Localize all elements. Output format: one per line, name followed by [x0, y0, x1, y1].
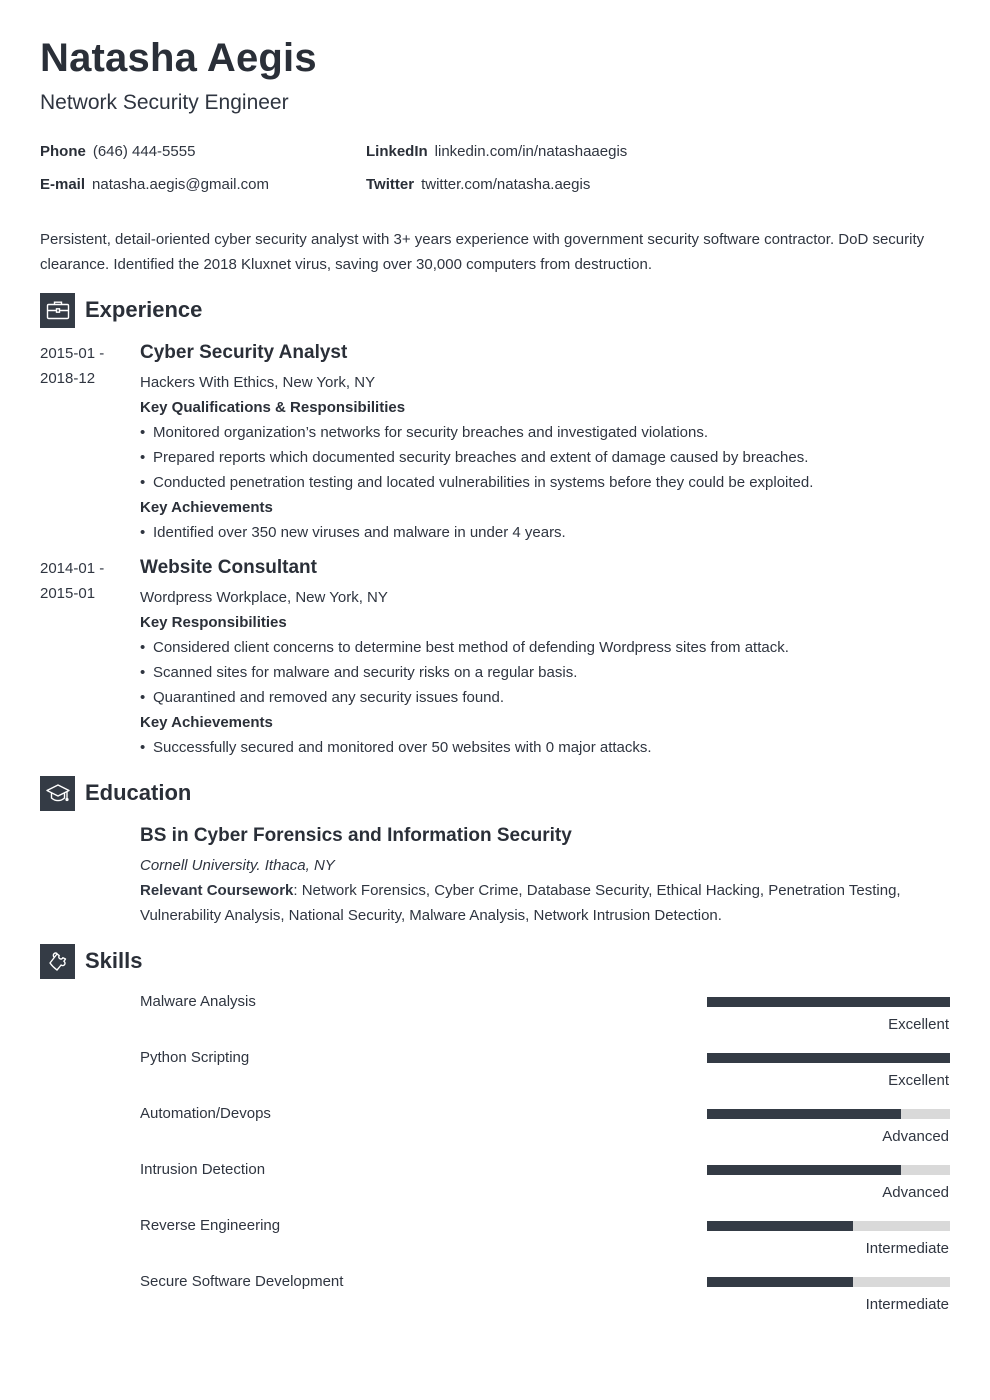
skill-level: Excellent [888, 1072, 949, 1089]
skill-bar [707, 1221, 950, 1231]
skill-level: Intermediate [865, 1296, 949, 1313]
skill-name: Python Scripting [140, 1049, 250, 1066]
job-bullet: • Identified over 350 new viruses and malware in under 4 years. [140, 520, 950, 545]
skill-name: Secure Software Development [140, 1273, 344, 1290]
skill-bar-fill [707, 1277, 853, 1287]
skill-bar [707, 997, 950, 1007]
job-bullet: • Monitored organization’s networks for security breaches and investigated violations. [140, 420, 950, 445]
twitter-value[interactable]: twitter.com/natasha.aegis [421, 176, 591, 193]
job-resp-heading: Key Responsibilities [140, 614, 287, 631]
coursework-list: : Network Forensics, Cyber Crime, Database Security, Ethical Hacking, Penetration Testing, Vulnerability Analysis, National Security, Malware Analysis, Network Intrusion Detection. [140, 882, 901, 924]
skill-bar-fill [707, 997, 950, 1007]
phone-label: Phone [40, 143, 86, 160]
job-bullet: • Considered client concerns to determine best method of defending Wordpress sites from attack. [140, 635, 950, 660]
skills-heading: Skills [85, 948, 143, 973]
skill-bar-fill [707, 1053, 950, 1063]
job-ach-heading: Key Achievements [140, 499, 273, 516]
linkedin-label: LinkedIn [366, 143, 428, 160]
job-dates: 2014-01 - 2015-01 [40, 560, 105, 602]
skill-name: Automation/Devops [140, 1105, 271, 1122]
job-bullet: • Prepared reports which documented security breaches and extent of damage caused by breaches. [140, 445, 950, 470]
skill-bar-fill [707, 1109, 901, 1119]
job-role: Website Consultant [140, 557, 317, 578]
briefcase-icon [40, 293, 75, 328]
job-body [140, 341, 950, 545]
twitter-label: Twitter [366, 176, 415, 193]
skill-level: Excellent [888, 1016, 949, 1033]
contact-linkedin [366, 143, 627, 161]
experience-section-header [40, 292, 202, 328]
job-body [140, 556, 950, 760]
contact-phone [40, 143, 195, 161]
education-section-header [40, 775, 191, 811]
candidate-name: Natasha Aegis [40, 36, 317, 80]
experience-heading: Experience [85, 297, 203, 322]
puzzle-piece-icon [40, 944, 75, 979]
phone-value: (646) 444-5555 [92, 143, 196, 160]
skill-bar [707, 1109, 950, 1119]
skill-name: Malware Analysis [140, 993, 256, 1010]
email-label: E-mail [40, 176, 86, 193]
job-bullet: • Scanned sites for malware and security risks on a regular basis. [140, 660, 950, 685]
job-company: Wordpress Workplace, New York, NY [140, 589, 388, 606]
linkedin-value[interactable]: linkedin.com/in/natashaaegis [434, 143, 628, 160]
skill-name: Reverse Engineering [140, 1217, 281, 1234]
candidate-title: Network Security Engineer [40, 91, 289, 114]
skill-level: Advanced [882, 1128, 949, 1145]
education-body [140, 824, 950, 928]
job-ach-heading: Key Achievements [140, 714, 273, 731]
job-role: Cyber Security Analyst [140, 342, 348, 363]
skill-name: Intrusion Detection [140, 1161, 266, 1178]
job-dates: 2015-01 - 2018-12 [40, 345, 105, 387]
job-company: Hackers With Ethics, New York, NY [140, 374, 376, 391]
job-bullet: • Conducted penetration testing and located vulnerabilities in systems before they could be exploited. [140, 470, 950, 495]
job-bullet: • Successfully secured and monitored over 50 websites with 0 major attacks. [140, 735, 950, 760]
skills-section-header [40, 943, 142, 979]
contact-twitter [366, 176, 590, 194]
contact-email [40, 176, 269, 194]
skill-level: Advanced [882, 1184, 949, 1201]
coursework [140, 878, 950, 928]
skill-level: Intermediate [865, 1240, 949, 1257]
skill-bar [707, 1053, 950, 1063]
email-value[interactable]: natasha.aegis@gmail.com [92, 176, 269, 193]
school-name: Cornell University. Ithaca, NY [140, 857, 335, 874]
skill-bar-fill [707, 1165, 901, 1175]
skill-bar [707, 1277, 950, 1287]
job-bullet: • Quarantined and removed any security issues found. [140, 685, 950, 710]
graduation-cap-icon [40, 776, 75, 811]
skill-bar [707, 1165, 950, 1175]
coursework-label: Relevant Coursework [140, 882, 294, 899]
summary-paragraph: Persistent, detail-oriented cyber security analyst with 3+ years experience with government security software contractor. DoD security clearance. Identified the 2018 Kluxnet virus, saving over 30,000 computers from destruction. [40, 231, 925, 273]
job-resp-heading: Key Qualifications & Responsibilities [140, 399, 406, 416]
education-heading: Education [85, 780, 192, 805]
degree-title: BS in Cyber Forensics and Information Security [140, 825, 572, 846]
skill-bar-fill [707, 1221, 853, 1231]
